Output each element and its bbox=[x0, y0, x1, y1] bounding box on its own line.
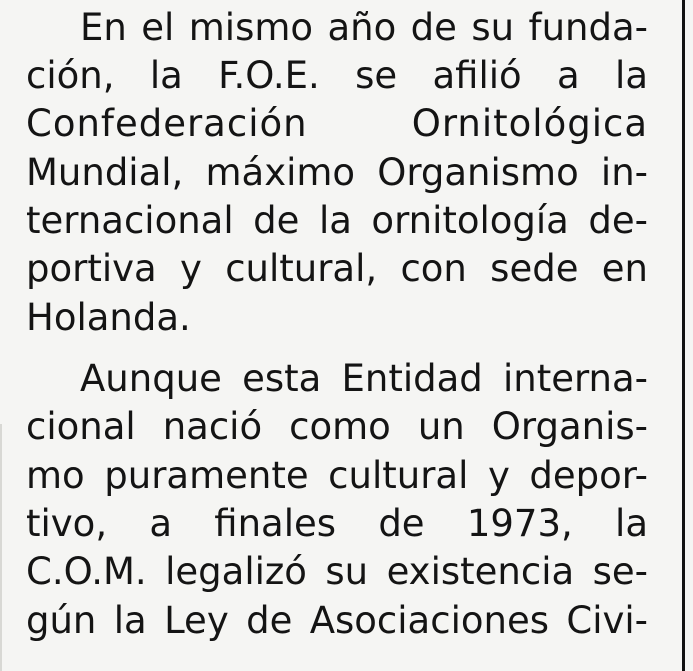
paragraph-1-line-4: Mundial, máximo Organismo in- bbox=[26, 151, 648, 194]
paragraph-1-line-2: ción, la F.O.E. se afilió a la bbox=[26, 54, 648, 97]
paragraph-1-line-7: Holanda. bbox=[26, 296, 191, 339]
paragraph-2-line-6: gún la Ley de Asociaciones Civi- bbox=[26, 599, 648, 642]
paragraph-1-line-3: Confederación Ornitológica bbox=[26, 102, 648, 145]
column-rule bbox=[682, 0, 685, 671]
paragraph-2-line-3: mo puramente cultural y depor- bbox=[26, 454, 648, 497]
paragraph-2-line-4: tivo, a finales de 1973, la bbox=[26, 502, 648, 545]
paragraph-2-line-1: Aunque esta Entidad interna- bbox=[80, 357, 648, 400]
scan-edge-shadow bbox=[0, 424, 2, 671]
paragraph-2-line-5: C.O.M. legalizó su existencia se- bbox=[26, 550, 648, 593]
paragraph-1-line-6: portiva y cultural, con sede en bbox=[26, 247, 648, 290]
paragraph-2-line-2: cional nació como un Organis- bbox=[26, 405, 648, 448]
paragraph-1-line-1: En el mismo año de su funda- bbox=[80, 6, 648, 49]
paragraph-1-line-5: ternacional de la ornitología de- bbox=[26, 199, 648, 242]
